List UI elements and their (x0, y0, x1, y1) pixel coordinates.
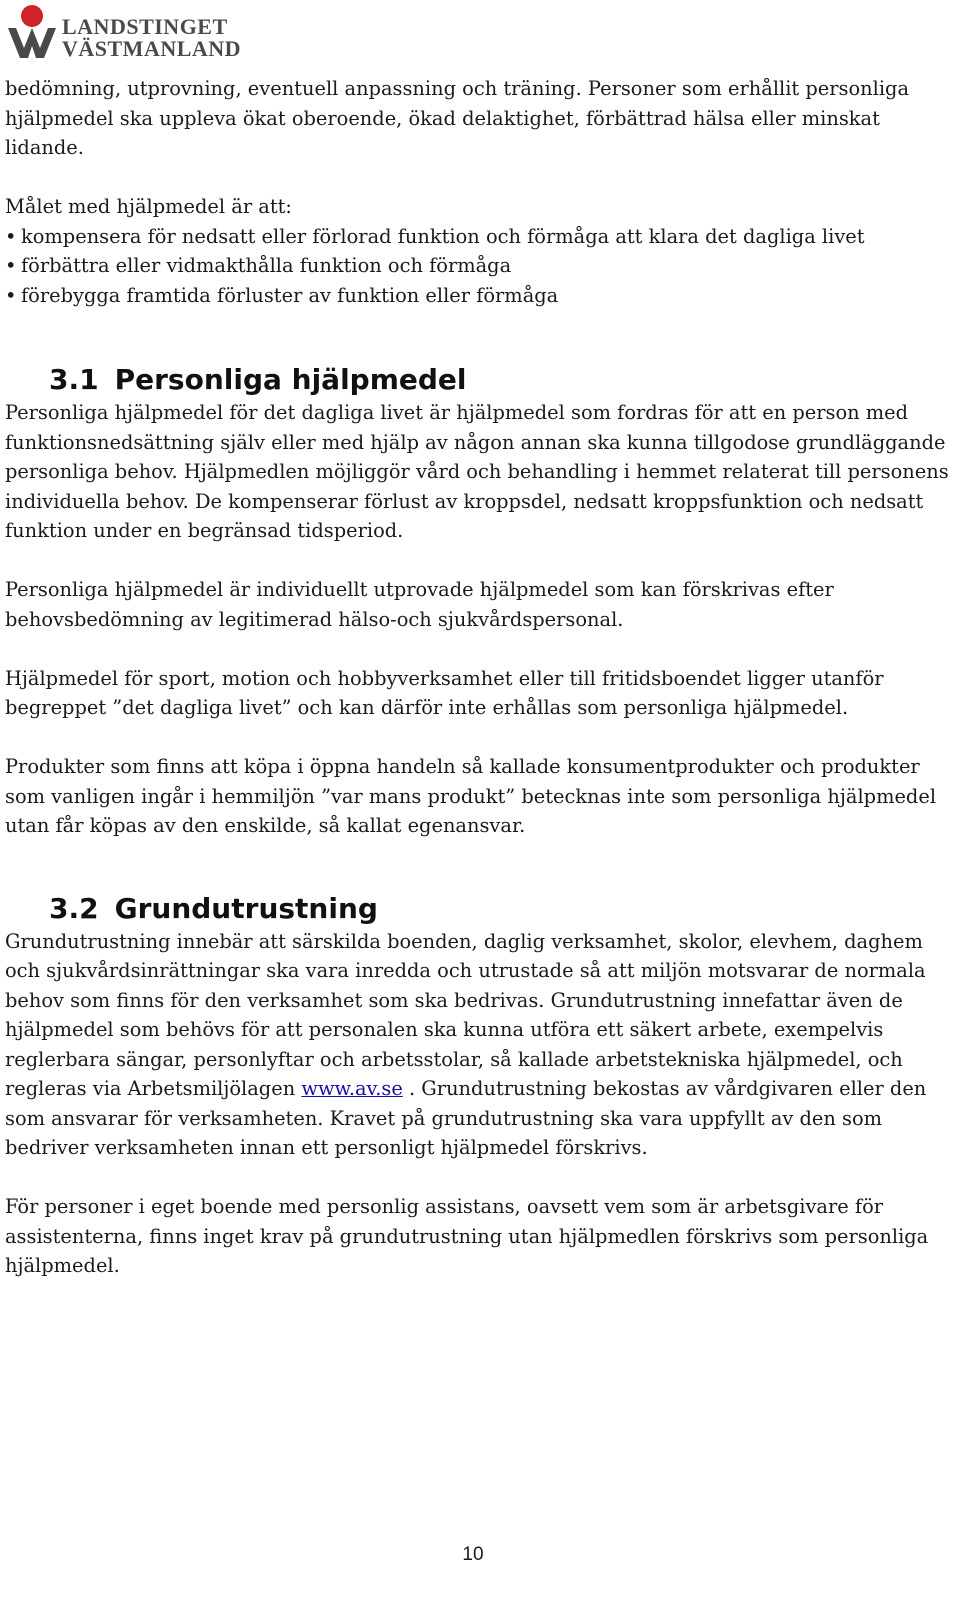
list-item: • förebygga framtida förluster av funktion eller förmåga (5, 281, 953, 311)
intro-paragraph: bedömning, utprovning, eventuell anpassning och träning. Personer som erhållit personliga hjälpmedel ska uppleva ökat oberoende, ökad delaktighet, förbättrad hälsa eller minskat lidande. (5, 77, 910, 159)
list-item: • förbättra eller vidmakthålla funktion och förmåga (5, 251, 953, 281)
logo-line-2: VÄSTMANLAND (62, 36, 242, 61)
goals-list (5, 222, 953, 311)
paragraph: För personer i eget boende med personlig assistans, oavsett vem som är arbetsgivare för assistenterna, finns inget krav på grundutrustning utan hjälpmedlen förskrivs som personliga hjälpmedel. (5, 1195, 929, 1277)
section-title: Personliga hjälpmedel (114, 363, 467, 396)
list-item: • kompensera för nedsatt eller förlorad funktion och förmåga att klara det dagliga livet (5, 222, 953, 252)
paragraph: Produkter som finns att köpa i öppna handeln så kallade konsumentprodukter och produkter som vanligen ingår i hemmiljön ”var mans produkt” betecknas inte som personliga hjälpmedel utan får köpas av den enskilde, så kallat egenansvar. (5, 755, 937, 837)
section-title: Grundutrustning (114, 891, 378, 925)
paragraph: Personliga hjälpmedel är individuellt utprovade hjälpmedel som kan förskrivas efter behovsbedömning av legitimerad hälso-och sjukvårdspersonal. (5, 578, 834, 631)
logo-emblem-icon (4, 4, 60, 60)
paragraph-text: Grundutrustning innebär att särskilda boenden, daglig verksamhet, skolor, elevhem, daghem och sjukvårdsinrättningar ska vara inredda och utrustade så att miljön motsvarar de normala behov som finns för den verksamhet som ska bedrivas. Grundutrustning innefattar även de hjälpmedel som behövs för att personalen ska kunna utföra ett säkert arbete, exempelvis reglerbara sängar, personlyftar och arbetsstolar, så kallade arbetstekniska hjälpmedel, och regleras via Arbetsmiljölagen (5, 929, 926, 1100)
paragraph (5, 927, 953, 1163)
logo-wordmark (62, 16, 241, 60)
section-heading-3-1 (5, 362, 953, 398)
paragraph-text: . Grundutrustning bekostas av vårdgivaren eller den som ansvarar för verksamheten. Kravet på grundutrustning ska vara uppfyllt av den som bedriver verksamheten innan ett personligt hjälpmedel förskrivs. (5, 1077, 927, 1159)
goals-lead: Målet med hjälpmedel är att: (5, 195, 292, 218)
section-heading-3-2 (5, 891, 953, 927)
landstinget-logo (4, 4, 242, 61)
paragraph: Personliga hjälpmedel för det dagliga livet är hjälpmedel som fordras för att en person med funktionsnedsättning själv eller med hjälp av någon annan ska kunna tillgodose grundläggande personliga behov. Hjälpmedlen möjliggör vård och behandling i hemmet relaterat till personens individuella behov. De kompenserar förlust av kroppsdel, nedsatt kroppsfunktion och nedsatt funktion under en begränsad tidsperiod. (5, 401, 949, 542)
paragraph: Hjälpmedel för sport, motion och hobbyverksamhet eller till fritidsboendet ligger utanför begreppet ”det dagliga livet” och kan därför inte erhållas som personliga hjälpmedel. (5, 666, 884, 719)
page-number: 10 (462, 1544, 484, 1565)
section-number: 3.2 (49, 891, 99, 925)
av-se-link[interactable]: www.av.se (301, 1077, 403, 1100)
section-number: 3.1 (49, 363, 99, 396)
document-body (5, 74, 953, 1281)
logo-line-1: LANDSTINGET (62, 14, 228, 39)
